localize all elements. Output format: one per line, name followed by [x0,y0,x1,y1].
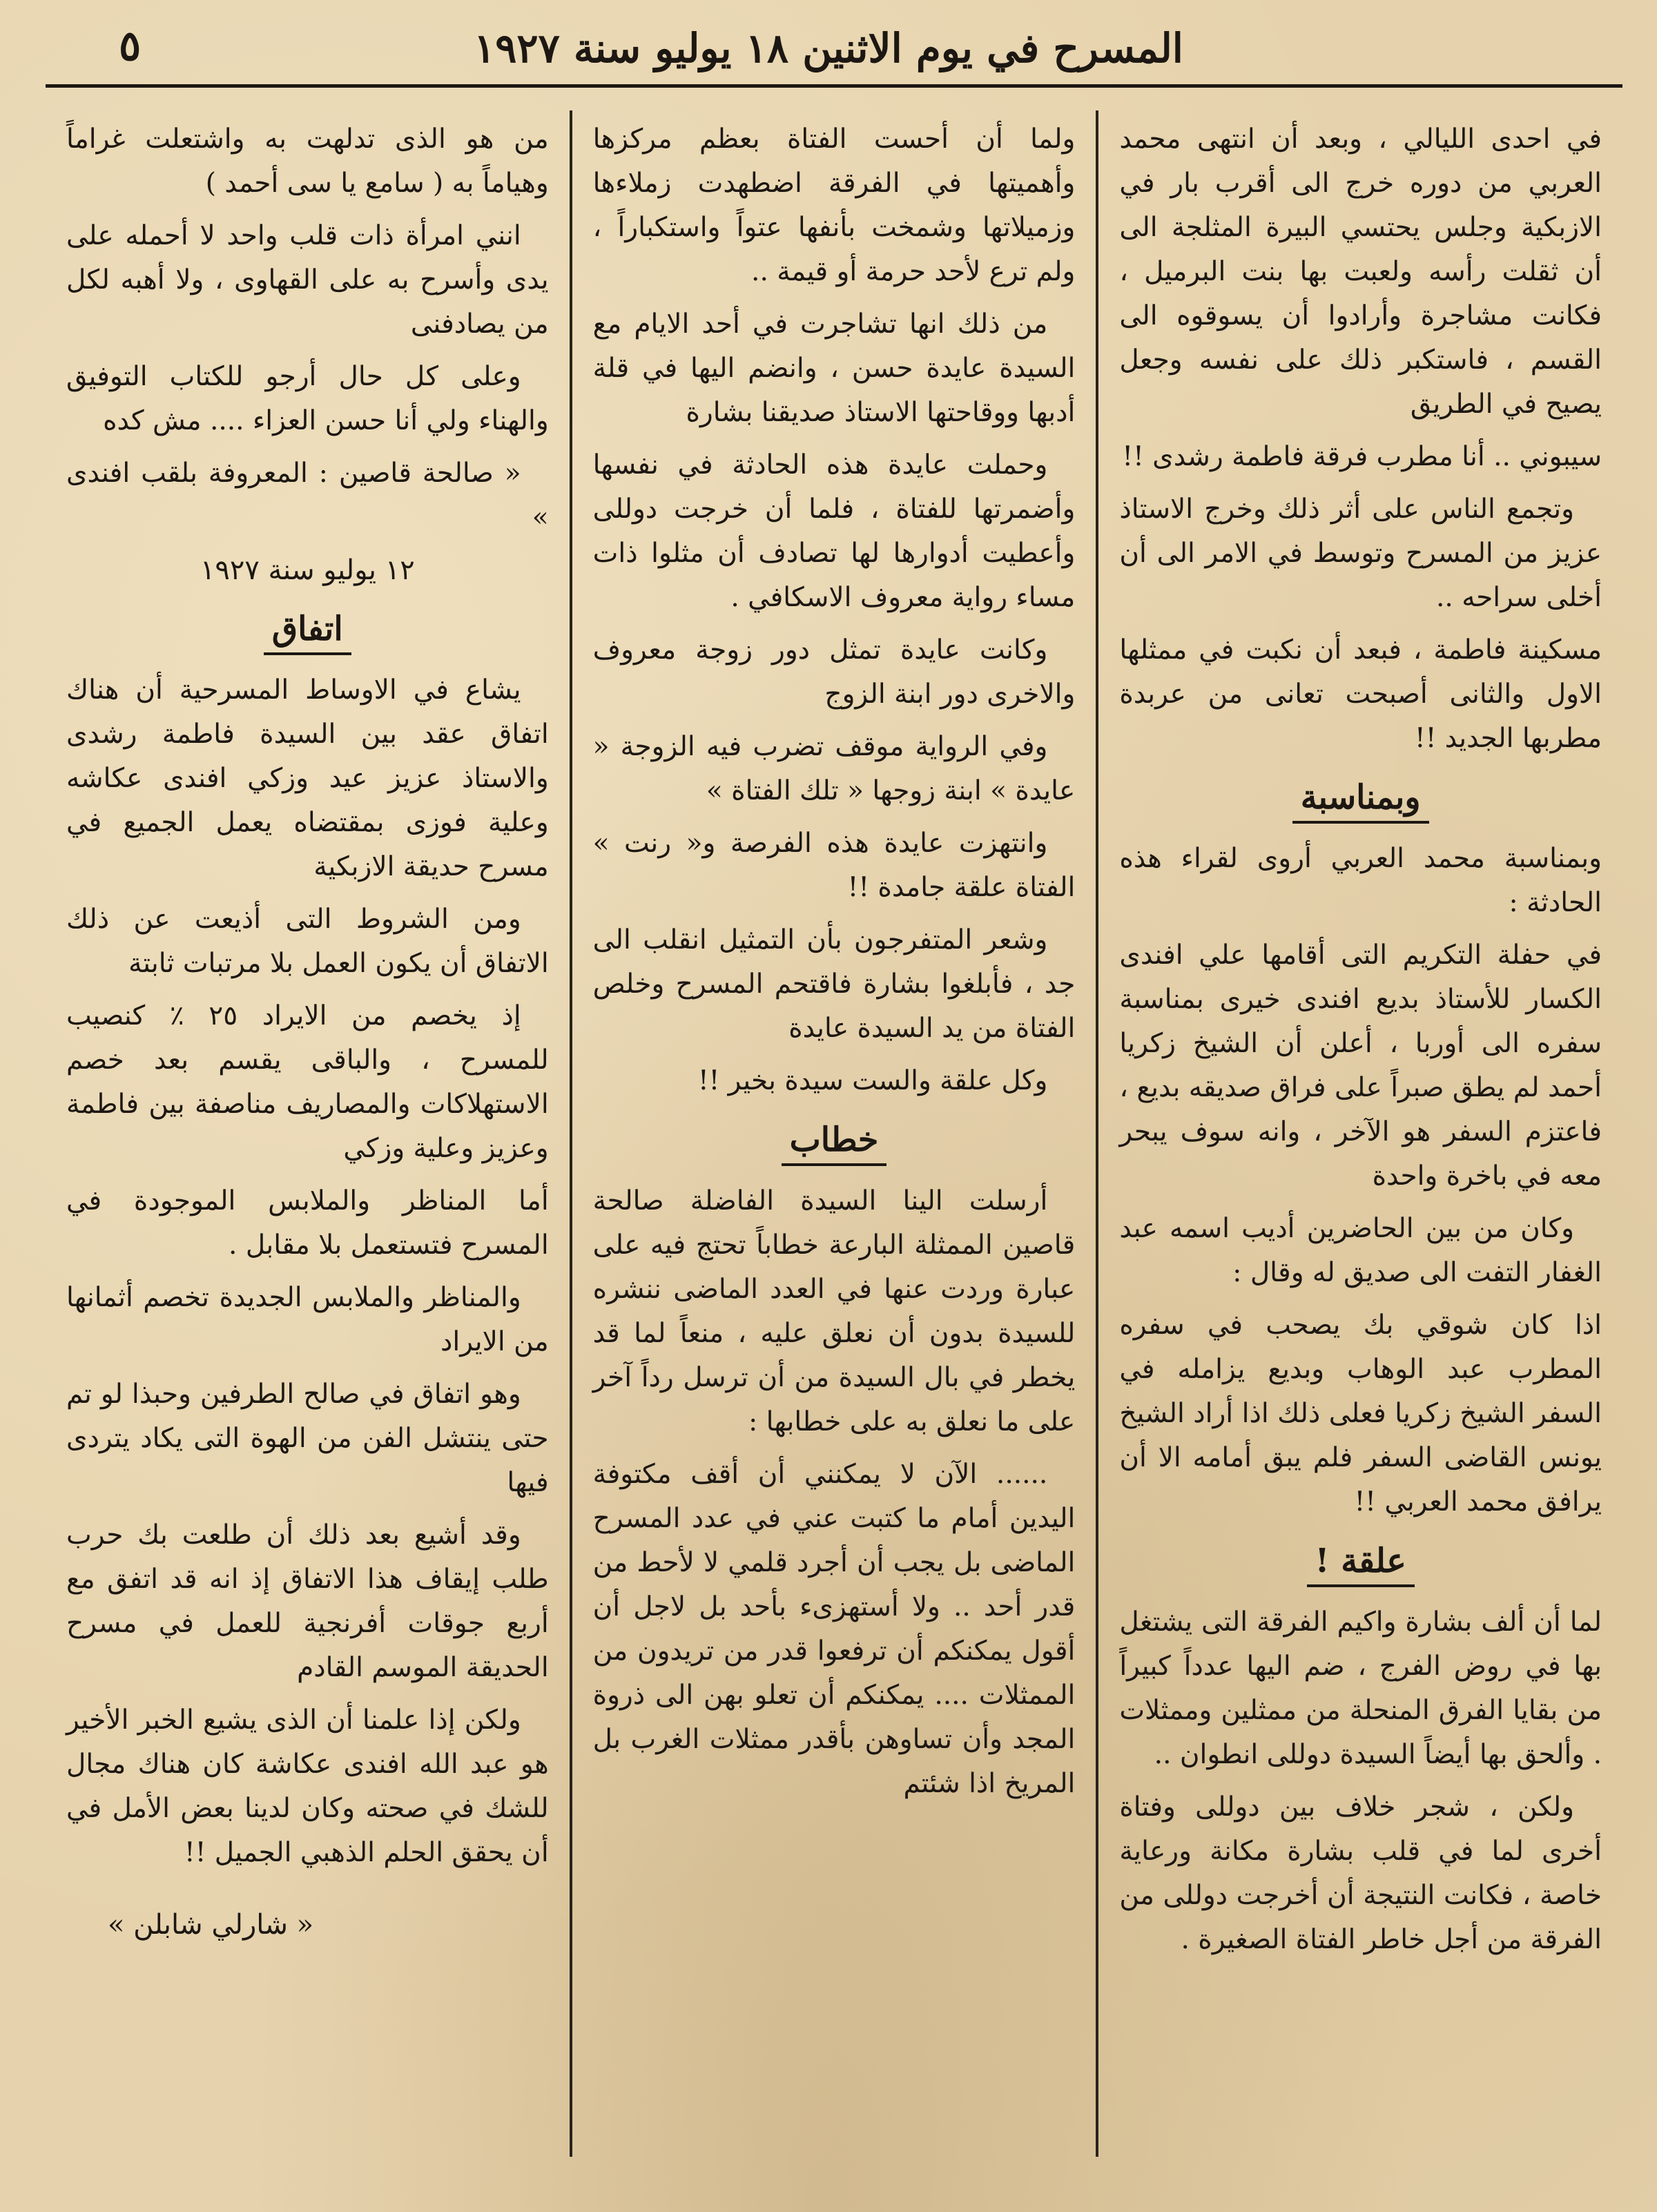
section-heading-text: اتفاق [264,610,351,655]
article-paragraph: من ذلك انها تشاجرت في أحد الايام مع السيدة عايدة حسن ، وانضم اليها في قلة أدبها ووقاحتها الاستاذ صديقنا بشارة [592,309,1076,428]
article-paragraph: إذ يخصم من الايراد ٢٥ ٪ كنصيب للمسرح ، والباقى يقسم بعد خصم الاستهلاكات والمصاريف مناصفة بين فاطمة وعزيز وعلية وزكي [66,1000,549,1164]
column-left [46,104,570,2171]
article-paragraph: وشعر المتفرجون بأن التمثيل انقلب الى جد ، فأبلغوا بشارة فاقتحم المسرح وخلص الفتاة من يد السيدة عايدة [592,924,1076,1044]
article-paragraph: في احدى الليالي ، وبعد أن انتهى محمد العربي من دوره خرج الى أقرب بار في الازبكية وجلس يحتسي البيرة المثلجة الى أن ثقلت رأسه ولعبت بها بنت البرميل ، فكانت مشاجرة وأرادوا أن يسوقوه الى القسم ، فاستكبر ذلك على نفسه وجعل يصيح في الطريق [1119,124,1602,420]
section-heading-text: وبمناسبة [1292,778,1429,824]
column-right [1098,104,1622,2171]
article-paragraph: ...... الآن لا يمكنني أن أقف مكتوفة اليدين أمام ما كتبت عني في عدد المسرح الماضى بل يجب أن أجرد قلمي لا لأحط من قدر أحد .. ولا أستهزىء بأحد بل لاجل أن أقول يمكنكم أن ترفعوا قدر من تريدون من الممثلات .... يمكنكم أن تعلو بهن الى ذروة المجد وأن تساوهن بأقدر ممثلات الغرب بل المريخ اذا شئتم [592,1459,1076,1799]
section-heading [66,605,549,653]
article-paragraph: في حفلة التكريم التى أقامها علي افندى الكسار للأستاذ بديع افندى خيرى بمناسبة سفره الى أوربا ، أعلن أن الشيخ زكريا أحمد لم يطق صبراً على فراق صديقه بديع ، فاعتزم السفر هو الآخر ، وانه سوف يبحر معه في باخرة واحدة [1119,940,1602,1192]
article-paragraph: سيبوني .. أنا مطرب فرقة فاطمة رشدى !! [1122,441,1602,472]
article-paragraph: وكل علقة والست سيدة بخير !! [697,1065,1048,1096]
article-paragraph: « صالحة قاصين : المعروفة بلقب افندى » [66,458,549,533]
article-paragraph: انني امرأة ذات قلب واحد لا أحمله على يدى وأسرح به على القهاوى ، ولا أهبه لكل من يصادفنى [66,220,549,340]
dateline: ١٢ يوليو سنة ١٩٢٧ [200,554,415,586]
column-divider [570,110,572,2157]
article-paragraph: وحملت عايدة هذه الحادثة في نفسها وأضمرتها للفتاة ، فلما أن خرجت دوللى وأعطيت أدوارها لها تصادف أن مثلوا ذات مساء رواية معروف الاسكافي . [592,449,1076,613]
article-paragraph: ومن الشروط التى أذيعت عن ذلك الاتفاق أن يكون العمل بلا مرتبات ثابتة [66,904,549,979]
article-paragraph: وكانت عايدة تمثل دور زوجة معروف والاخرى دور ابنة الزوج [592,634,1076,710]
article-paragraph: أرسلت الينا السيدة الفاضلة صالحة قاصين الممثلة البارعة خطاباً تحتج فيه على عبارة وردت عنها في العدد الماضى ننشره للسيدة بدون أن نعلق عليه ، منعاً لما قد يخطر في بال السيدة من أن ترسل رداً آخر على ما نعلق به على خطابها : [592,1185,1076,1437]
page-number: ٥ [119,22,142,70]
article-paragraph: يشاع في الاوساط المسرحية أن هناك اتفاق عقد بين السيدة فاطمة رشدى والاستاذ عزيز عيد وزكي افندى عكاشه وعلية فوزى بمقتضاه يعمل الجميع في مسرح حديقة الازبكية [66,675,549,882]
running-title: المسرح في يوم الاثنين ١٨ يوليو سنة ١٩٢٧ [474,25,1183,72]
article-paragraph: من هو الذى تدلهت به واشتعلت غراماً وهياماً به ( سامع يا سى أحمد ) [66,124,549,199]
article-paragraph: أما المناظر والملابس الموجودة في المسرح فتستعمل بلا مقابل . [66,1185,549,1261]
column-middle [572,104,1096,2171]
article-paragraph: ولكن ، شجر خلاف بين دوللى وفتاة أخرى لما في قلب بشارة مكانة ورعاية خاصة ، فكانت النتيجة أن أخرجت دوللى من الفرقة من أجل خاطر الفتاة الصغيرة . [1119,1792,1602,1955]
article-paragraph: مسكينة فاطمة ، فبعد أن نكبت في ممثلها الاول والثانى أصبحت تعانى من عربدة مطربها الجديد !! [1119,634,1602,754]
article-paragraph: وانتهزت عايدة هذه الفرصة و« رنت » الفتاة علقة جامدة !! [592,828,1076,903]
article-paragraph: وفي الرواية موقف تضرب فيه الزوجة « عايدة » ابنة زوجها « تلك الفتاة » [592,731,1076,806]
columns-container [46,104,1622,2171]
article-paragraph: لما أن ألف بشارة واكيم الفرقة التى يشتغل بها في روض الفرج ، ضم اليها عدداً كبيراً من بقايا الفرق المنحلة من ممثلين وممثلات . وألحق بها أيضاً السيدة دوللى انطوان .. [1119,1607,1602,1770]
article-paragraph: وعلى كل حال أرجو للكتاب التوفيق والهناء ولي أنا حسن العزاء .... مش كده [66,361,549,436]
article-paragraph: وكان من بين الحاضرين أديب اسمه عبد الغفار التفت الى صديق له وقال : [1119,1213,1602,1288]
author-signature: « شارلي شابلن » [107,1909,314,1941]
section-heading [593,1116,1076,1164]
article-paragraph: ولما أن أحست الفتاة بعظم مركزها وأهميتها في الفرقة اضطهدت زملاءها وزميلاتها وشمخت بأنفها عتواً واستكباراً ، ولم ترع لأحد حرمة أو قيمة .. [592,124,1076,287]
header-rule [46,84,1622,88]
article-paragraph: وهو اتفاق في صالح الطرفين وحبذا لو تم حتى ينتشل الفن من الهوة التى يكاد يتردى فيها [66,1379,549,1498]
section-heading [1119,773,1602,822]
article-paragraph: اذا كان شوقي بك يصحب في سفره المطرب عبد الوهاب وبديع يزامله في السفر الشيخ زكريا فعلى ذلك اذا أراد الشيخ يونس القاضى السفر فلم يبق أمامه الا أن يرافق محمد العربي !! [1119,1310,1602,1517]
section-heading [1119,1537,1602,1585]
article-paragraph: وقد أشيع بعد ذلك أن طلعت بك حرب طلب إيقاف هذا الاتفاق إذ انه قد اتفق مع أربع جوقات أفرنجية للعمل في مسرح الحديقة الموسم القادم [66,1520,549,1683]
section-heading-text: علقة ! [1307,1542,1415,1587]
article-paragraph: وتجمع الناس على أثر ذلك وخرج الاستاذ عزيز من المسرح وتوسط في الامر الى أن أخلى سراحه .. [1119,494,1602,613]
article-paragraph: والمناظر والملابس الجديدة تخصم أثمانها من الايراد [66,1282,549,1357]
section-heading-text: خطاب [782,1120,887,1166]
column-divider [1096,110,1098,2157]
article-paragraph: وبمناسبة محمد العربي أروى لقراء هذه الحادثة : [1119,843,1602,918]
article-paragraph: ولكن إذا علمنا أن الذى يشيع الخبر الأخير هو عبد الله افندى عكاشة كان هناك مجال للشك في صحته وكان لدينا بعض الأمل في أن يحقق الحلم الذهبي الجميل !! [66,1705,549,1868]
page-header [50,19,1607,88]
